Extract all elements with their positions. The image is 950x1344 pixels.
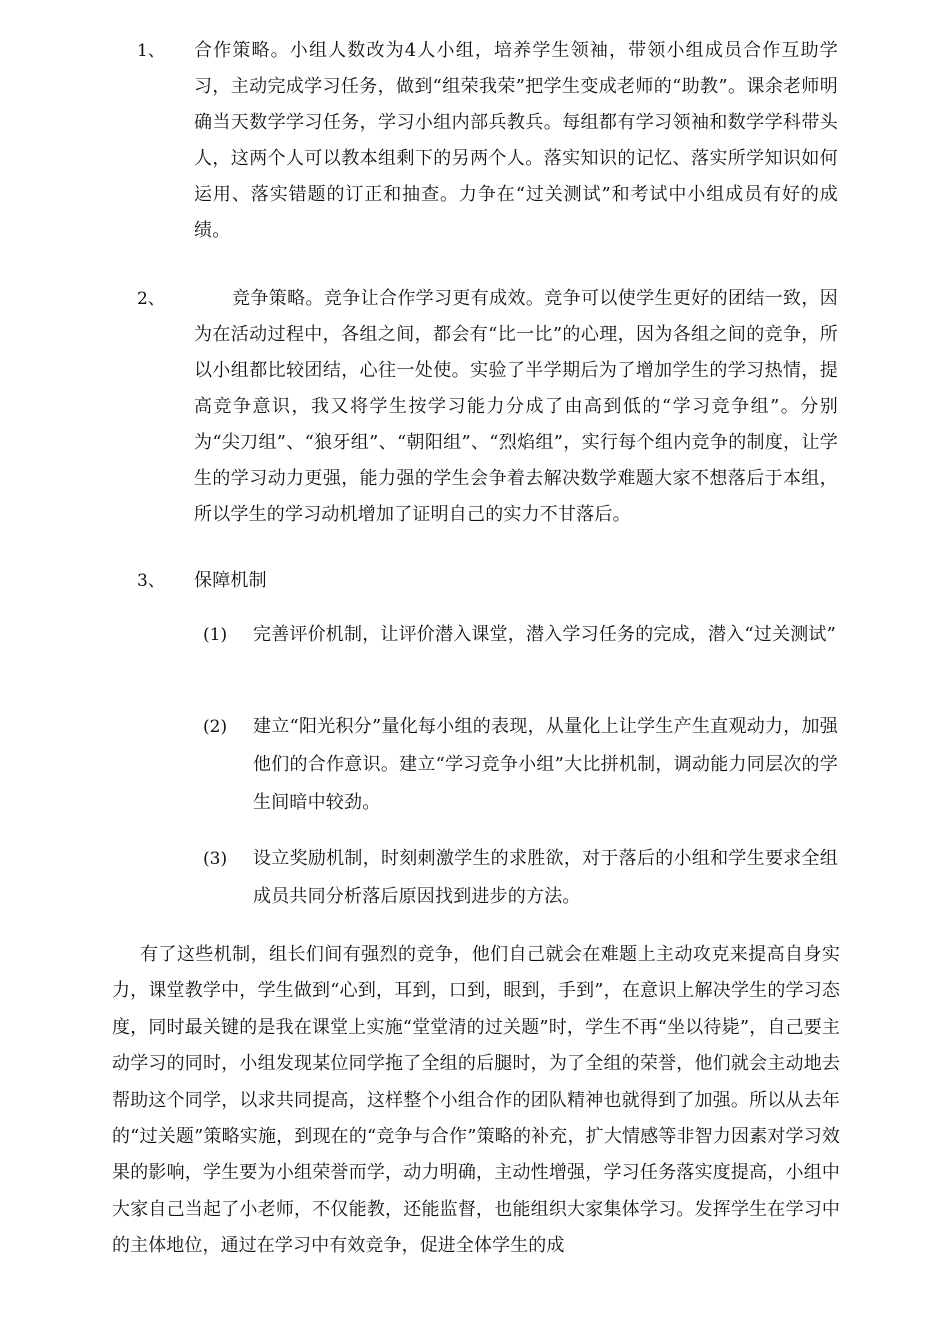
- sub-item-text: 设立奖励机制，时刻刺激学生的求胜欲，对于落后的小组和学生要求全组成员共同分析落后原因找到进步的方法。: [253, 848, 838, 907]
- item-marker: 2、: [137, 289, 165, 309]
- item-marker: 3、: [137, 571, 165, 591]
- body-paragraph: 有了这些机制，组长们间有强烈的竞争，他们自己就会在难题上主动攻克来提高自身实力，课堂教学中，学生做到“心到，耳到，口到，眼到，手到”，在意识上解决学生的学习态度，同时最关键的是我在课堂上实施“堂堂清的过关题”时，学生不再“坐以待毙”，自己要主动学习的同时，小组发现某位同学拖了全组的后腿时，为了全组的荣誉，他们就会主动地去帮助这个同学，以求共同提高，这样整个小组合作的团队精神也就得到了加强。所以从去年的“过关题”策略实施，到现在的“竞争与合作”策略的补充，扩大情感等非智力因素对学习效果的影响，学生要为小组荣誉而学，动力明确，主动性增强，学习任务落实度提高，小组中大家自己当起了小老师，不仅能教，还能监督，也能组织大家集体学习。发挥学生在学习中的主体地位，通过在学习中有效竞争，促进全体学生的成: [112, 944, 840, 1257]
- sub-item-marker: (2): [203, 717, 228, 737]
- sub-item-marker: (3): [203, 849, 228, 869]
- item-text: 保障机制: [194, 570, 267, 591]
- item-text: 竞争策略。竞争让合作学习更有成效。竞争可以使学生更好的团结一致，因为在活动过程中，各组之间，都会有“比一比”的心理，因为各组之间的竞争，所以小组都比较团结，心往一处使。实验了半学期后为了增加学生的学习热情，提高竞争意识，我又将学生按学习能力分成了由高到低的“学习竞争组”。分别为“尖刀组”、“狼牙组”、“朝阳组”、“烈焰组”，实行每个组内竞争的制度，让学生的学习动力更强，能力强的学生会争着去解决数学难题大家不想落后于本组，所以学生的学习动机增加了证明自己的实力不甘落后。: [194, 288, 838, 525]
- item-marker: 1、: [137, 41, 165, 61]
- sub-item-marker: (1): [203, 625, 228, 645]
- sub-item-text: 完善评价机制，让评价潜入课堂，潜入学习任务的完成，潜入“过关测试”: [253, 624, 837, 645]
- sub-item-text: 建立“阳光积分”量化每小组的表现，从量化上让学生产生直观动力，加强他们的合作意识。建立“学习竞争小组”大比拼机制，调动能力同层次的学生间暗中较劲。: [253, 716, 838, 813]
- item-text: 合作策略。小组人数改为4人小组，培养学生领袖，带领小组成员合作互助学习，主动完成学习任务，做到“组荣我荣”把学生变成老师的“助教”。课余老师明确当天数学学习任务，学习小组内部兵教兵。每组都有学习领袖和数学学科带头人，这两个人可以教本组剩下的另两个人。落实知识的记忆、落实所学知识如何运用、落实错题的订正和抽查。力争在“过关测试”和考试中小组成员有好的成绩。: [194, 40, 838, 241]
